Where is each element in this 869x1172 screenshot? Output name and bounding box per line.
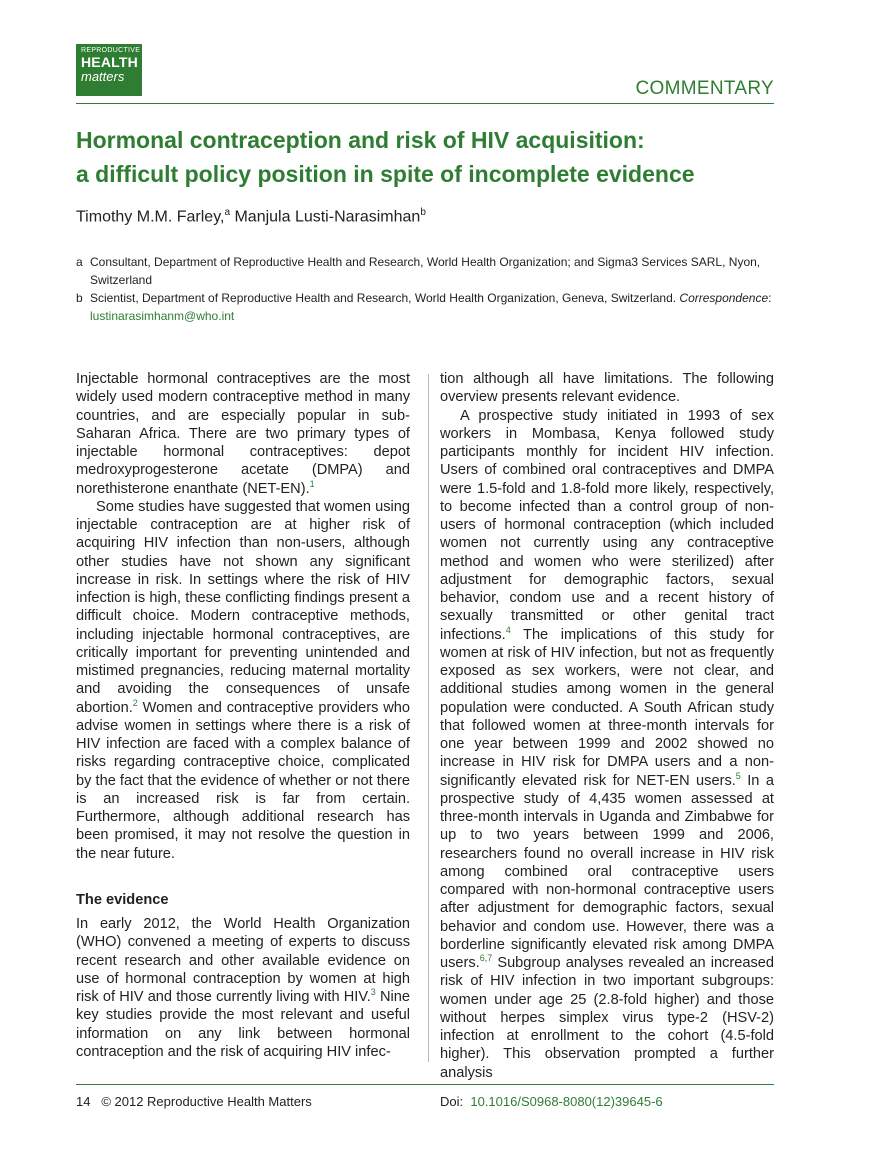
- paragraph-text: In a prospective study of 4,435 women assessed at three-month intervals in Uganda and Zimbabwe for up to two years between 1999 and 2006, researchers found no overall increase in HIV risk among combined oral contraceptive users compared with non-hormonal contraceptive users after adjustment for demographic factors, sexual behavior and condom use. However, there was a borderline significantly elevated risk among DMPA users.: [440, 772, 774, 971]
- affiliations: [76, 253, 774, 325]
- correspondence-label: Correspondence: [679, 291, 769, 305]
- correspondence-sep: :: [768, 291, 772, 305]
- paragraph-text: Some studies have suggested that women using injectable contraception are at higher risk of acquiring HIV infection than non-users, although other studies have not shown any significant increase in risk. In settings where the risk of HIV infection is high, these conflicting findings present a difficult choice. Modern contraceptive methods, including injectable hormonal contraceptives, are critically important for preventing unintended and mistimed pregnancies, reducing maternal mortality and avoiding the consequences of unsafe abortion.: [76, 498, 410, 716]
- citation-ref-link[interactable]: 5: [735, 770, 741, 781]
- title-line-1: Hormonal contraception and risk of HIV acquisition:: [76, 127, 645, 153]
- affiliation-b-text: Scientist, Department of Reproductive Health and Research, World Health Organization, Geneva, Switzerland.: [90, 291, 680, 305]
- doi-label: Doi:: [440, 1094, 464, 1109]
- logo-line-1: REPRODUCTIVE: [81, 47, 141, 54]
- author-2-affil: b: [420, 207, 426, 218]
- citation-ref-link[interactable]: 6,7: [479, 953, 493, 964]
- citation-ref-link[interactable]: 3: [370, 987, 376, 998]
- footer-right: [440, 1094, 663, 1109]
- copyright: © 2012 Reproductive Health Matters: [101, 1094, 312, 1109]
- paragraph-text: In early 2012, the World Health Organization (WHO) convened a meeting of experts to discuss recent research and other available evidence on use of hormonal contraception by women at high risk of HIV and those currently living with HIV.: [76, 916, 410, 1005]
- journal-logo: [76, 44, 142, 96]
- paragraph-text: The implications of this study for women at risk of HIV infection, but not as frequently exposed as sex workers, were not clear, and additional studies among women in the general population were conducted. A South African study that followed women at three-month intervals for one year between 1999 and 2002 showed no increase in HIV risk for DMPA users and a non-significantly elevated risk for NET-EN users.: [440, 626, 774, 789]
- footer-left: [76, 1094, 312, 1109]
- author-1: Timothy M.M. Farley,: [76, 208, 225, 226]
- correspondence-email-link[interactable]: lustinarasimhanm@who.int: [90, 309, 235, 323]
- title-line-2: a difficult policy position in spite of incomplete evidence: [76, 161, 695, 187]
- affiliation-b: [76, 289, 774, 325]
- affiliation-b-letter: b: [76, 291, 83, 305]
- section-label: COMMENTARY: [635, 78, 774, 99]
- paragraph-text: Subgroup analyses revealed an increased risk of HIV infection in two important subgroups: women under age 25 (2.8-fold higher) and those without herpes simplex virus type-2 (HSV-2) infection at enrollment to the cohort (4.5-fold higher). This observation prompted a further analysis: [440, 955, 774, 1081]
- logo-line-2: HEALTH: [81, 54, 138, 70]
- affiliation-a-letter: a: [76, 255, 83, 269]
- section-heading: The evidence: [76, 891, 169, 908]
- paragraph: [76, 370, 410, 498]
- left-column: [76, 370, 410, 1061]
- paragraph: [76, 915, 410, 1061]
- affiliation-a-text: Consultant, Department of Reproductive Health and Research, World Health Organization; and Sigma3 Services SARL, Nyon, Switzerland: [90, 255, 761, 287]
- citation-ref-link[interactable]: 1: [309, 478, 315, 489]
- author-1-affil: a: [224, 207, 231, 218]
- header-rule: [76, 103, 774, 104]
- footer-rule: [76, 1084, 774, 1085]
- citation-ref-link[interactable]: 2: [132, 697, 138, 708]
- paragraph: tion although all have limitations. The following overview presents relevant evidence.: [440, 371, 774, 406]
- page-number: 14: [76, 1094, 91, 1109]
- paragraph: [76, 498, 410, 863]
- paragraph-text: Injectable hormonal contraceptives are the most widely used modern contraceptive method in many countries, and are especially popular in sub-Saharan Africa. There are two primary types of injectable hormonal contraceptives: depot medroxyprogesterone acetate (DMPA) and norethisterone enanthate (NET-EN).: [76, 371, 410, 497]
- paragraph-text: Nine key studies provide the most relevant and useful information on any link between hormonal contraception and the risk of acquiring HIV infec-: [76, 989, 410, 1060]
- affiliation-a: [76, 253, 774, 289]
- doi-link[interactable]: 10.1016/S0968-8080(12)39645-6: [470, 1094, 663, 1109]
- article-title: [76, 123, 774, 191]
- column-divider: [428, 374, 429, 1062]
- author-2: Manjula Lusti-Narasimhan: [230, 208, 421, 226]
- paragraph: [440, 407, 774, 1082]
- paragraph-text: Women and contraceptive providers who advise women in settings where there is a risk of HIV infection are faced with a complex balance of risks regarding contraceptive choice, complicated by the fact that the evidence of whether or not there is an increased risk is far from certain. Furthermore, although additional research has been promised, it may not resolve the question in the near future.: [76, 699, 410, 862]
- citation-ref-link[interactable]: 4: [505, 624, 511, 635]
- paragraph-text: A prospective study initiated in 1993 of sex workers in Mombasa, Kenya followed study participants monthly for incident HIV infection. Users of combined oral contraceptives and DMPA were 1.5-fold and 1.8-fold more likely, respectively, to become infected than a control group of non-users of hormonal contraception (which included women not currently using any contraceptive method and women who were sterilized) after adjustment for demographic factors, sexual behavior, condom use and a recent history of sexually transmitted or other genital tract infections.: [440, 407, 774, 643]
- logo-line-3: matters: [81, 69, 125, 84]
- author-list: [76, 207, 426, 226]
- right-column: [440, 370, 774, 1082]
